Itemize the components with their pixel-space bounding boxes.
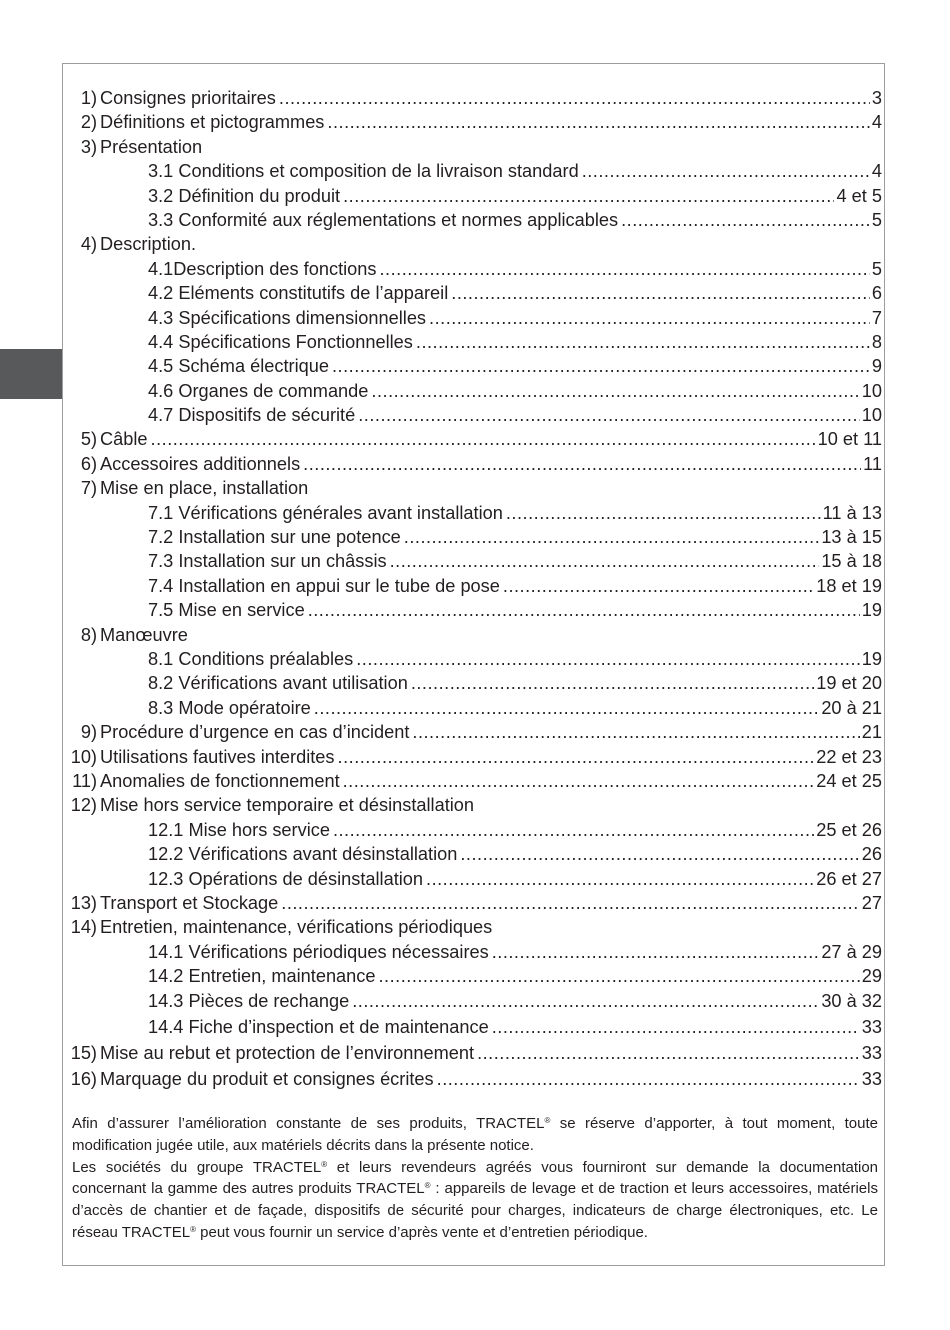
toc-entry-body [148,281,882,305]
toc-entry[interactable] [0,501,950,525]
toc-entry-title: 4.4 Spécifications Fonctionnelles [148,331,413,352]
toc-entry-body [148,598,882,622]
toc-entry-body [100,891,882,915]
toc-entry-body [100,1066,882,1092]
toc-entry-body [148,208,882,232]
toc-entry[interactable] [0,476,950,500]
dot-leader [281,891,860,915]
toc-entry-body [100,769,882,793]
toc-entry-page: 26 et 27 [816,868,882,889]
notice-text-segment: peut vous fournir un service d’après vente et d’entretien périodique. [196,1223,648,1241]
dot-leader [151,427,816,451]
registered-mark: ® [321,1159,328,1169]
toc-entry-page: 27 [861,892,882,913]
notice-paragraph-2 [72,1157,878,1244]
toc-entry[interactable] [0,574,950,598]
toc-entry-page: 19 et 20 [816,673,882,694]
toc-entry-page: 4 [871,161,882,182]
dot-leader [411,671,814,695]
toc-entry[interactable] [0,232,950,256]
toc-entry-page: 24 et 25 [816,770,882,791]
toc-entry-page: 11 [863,453,882,474]
toc-entry[interactable] [0,330,950,354]
dot-leader [356,647,860,671]
dot-leader [379,964,860,988]
toc-entry[interactable] [0,306,950,330]
toc-entry[interactable] [0,988,950,1014]
toc-entry-title: Anomalies de fonctionnement [100,770,340,791]
toc-entry-page: 5 [871,258,882,279]
toc-entry-title: Entretien, maintenance, vérifications périodiques [100,917,493,938]
toc-entry-body [148,159,882,183]
toc-entry-page: 15 à 18 [821,551,882,572]
dot-leader [621,208,870,232]
toc-entry-title: 7.2 Installation sur une potence [148,527,401,548]
toc-entry-title: 3.1 Conditions et composition de la livraison standard [148,161,579,182]
toc-entry-body [148,403,882,427]
toc-entry[interactable] [0,525,950,549]
toc-entry[interactable] [0,1014,950,1040]
toc-entry-page: 19 [861,600,882,621]
toc-entry-body [148,696,882,720]
toc-entry[interactable] [0,598,950,622]
toc-entry-page: 27 à 29 [821,941,882,962]
dot-leader [404,525,820,549]
toc-entry-body [100,452,882,476]
toc-entry-body [148,379,882,403]
toc-entry-title: 14.4 Fiche d’inspection et de maintenance [148,1017,489,1038]
toc-entry-number: 13) [70,892,97,913]
dot-leader [379,257,869,281]
toc-entry-number: 3) [80,136,97,157]
toc-entry-title: 3.2 Définition du produit [148,185,341,206]
toc-entry-number: 16) [70,1069,97,1090]
toc-entry-title: Manœuvre [100,624,188,645]
toc-entry[interactable] [0,257,950,281]
toc-entry-page: 4 et 5 [836,185,882,206]
toc-entry[interactable] [0,623,950,647]
dot-leader [390,549,820,573]
toc-entry-title: 4.2 Eléments constitutifs de l’appareil [148,283,449,304]
toc-entry[interactable] [0,818,950,842]
toc-entry-page: 3 [871,88,882,108]
toc-entry-body [100,86,882,110]
registered-mark: ® [544,1116,551,1125]
toc-entry-title: 12.3 Opérations de désinstallation [148,868,424,889]
toc-entry-title: 7.3 Installation sur un châssis [148,551,387,572]
dot-leader [314,696,820,720]
toc-entry-title: 8.1 Conditions préalables [148,648,354,669]
toc-entry-title: 4.7 Dispositifs de sécurité [148,405,356,426]
toc-entry-page: 19 [861,648,882,669]
toc-entry-page: 21 [861,722,882,743]
toc-entry-page: 33 [861,1069,882,1090]
dot-leader [477,1040,860,1066]
toc-entry-body [148,988,882,1014]
dot-leader [492,1014,860,1040]
toc-entry-title: Câble [100,429,148,450]
toc-entry-body [148,940,882,964]
toc-entry-body [148,964,882,988]
toc-entry-body [148,501,882,525]
toc-entry-body [148,574,882,598]
notice-text-segment: Les sociétés du groupe TRACTEL [72,1158,322,1176]
notice-text-segment: Afin d’assurer l’amélioration constante de ses produits, TRACTEL [72,1115,545,1132]
toc-entry[interactable] [0,135,950,159]
dot-leader [358,403,860,427]
dot-leader [412,720,859,744]
toc-entry-title: 4.3 Spécifications dimensionnelles [148,307,427,328]
toc-entry[interactable] [0,184,950,208]
toc-entry[interactable] [0,915,950,939]
toc-entry-page: 13 à 15 [821,527,882,548]
toc-entry-body [100,623,188,647]
toc-entry[interactable] [0,159,950,183]
toc-entry-number: 9) [80,722,97,743]
toc-entry-body [148,842,882,866]
toc-entry-title: Présentation [100,136,203,157]
table-of-contents [0,86,950,1092]
toc-entry-number: 12) [70,795,97,816]
toc-entry[interactable] [0,452,950,476]
toc-entry-number: 1) [80,88,97,108]
toc-entry-title: 14.3 Pièces de rechange [148,991,350,1012]
registered-mark: ® [424,1181,431,1191]
notice-text [72,1113,878,1244]
toc-entry-title: 7.1 Vérifications générales avant installation [148,502,503,523]
notice-text-segment: : appareils de levage et de traction et leurs accessoires, matériels d’accès de chantier et de façade, dispositifs de sécurité pour charges, indicateurs de charge électroniques, etc. Le réseau TRACTEL [72,1180,878,1241]
toc-entry-page: 22 et 23 [816,746,882,767]
toc-entry-body [148,354,882,378]
dot-leader [437,1066,860,1092]
toc-entry-body [100,793,474,817]
dot-leader [343,184,834,208]
toc-entry-page: 9 [871,356,882,377]
toc-entry-title: 4.6 Organes de commande [148,380,369,401]
dot-leader [506,501,821,525]
dot-leader [582,159,870,183]
toc-entry[interactable] [0,1040,950,1066]
toc-entry[interactable] [0,354,950,378]
toc-entry-body [148,818,882,842]
toc-entry-body [100,110,882,134]
toc-entry-body [148,257,882,281]
toc-entry-body [100,720,882,744]
toc-entry[interactable] [0,281,950,305]
toc-entry-number: 8) [80,624,97,645]
dot-leader [303,452,861,476]
toc-entry[interactable] [0,549,950,573]
toc-entry-number: 15) [70,1043,97,1064]
dot-leader [308,598,860,622]
toc-entry-title: 8.3 Mode opératoire [148,697,311,718]
toc-entry-page: 18 et 19 [816,575,882,596]
toc-entry-title: 14.1 Vérifications périodiques nécessaires [148,941,489,962]
dot-leader [426,867,814,891]
toc-entry-title: Marquage du produit et consignes écrites [100,1069,434,1090]
toc-entry-page: 33 [861,1017,882,1038]
toc-entry-number: 14) [70,917,97,938]
toc-entry-number: 2) [80,112,97,133]
toc-entry-page: 10 et 11 [817,429,882,450]
notice-text-segment: se réserve d’apporter, à tout moment, toute modification jugée utile, aux matériels décrits dans la présente notice. [72,1115,878,1154]
toc-entry[interactable] [0,208,950,232]
toc-entry-title: Mise au rebut et protection de l’environnement [100,1043,475,1064]
toc-entry[interactable] [0,964,950,988]
toc-entry-page: 5 [871,209,882,230]
toc-entry-number: 4) [80,234,97,255]
dot-leader [279,86,870,110]
toc-entry[interactable] [0,647,950,671]
toc-entry[interactable] [0,793,950,817]
toc-entry-title: 12.1 Mise hors service [148,819,330,840]
toc-entry-page: 20 à 21 [821,697,882,718]
dot-leader [352,988,819,1014]
dot-leader [338,745,815,769]
toc-entry-title: 3.3 Conformité aux réglementations et normes applicables [148,209,619,230]
toc-entry[interactable] [0,842,950,866]
toc-entry[interactable] [0,696,950,720]
toc-entry-title: Utilisations fautives interdites [100,746,335,767]
toc-entry-title: 12.2 Vérifications avant désinstallation [148,844,458,865]
toc-entry-title: Transport et Stockage [100,892,279,913]
toc-entry-page: 4 [871,112,882,133]
toc-entry[interactable] [0,379,950,403]
toc-entry-body [100,135,202,159]
toc-entry-title: 14.2 Entretien, maintenance [148,966,376,987]
toc-entry-page: 7 [871,307,882,328]
toc-entry-body [148,867,882,891]
toc-entry-body [100,476,308,500]
toc-entry-body [100,915,492,939]
dot-leader [460,842,859,866]
toc-entry-page: 25 et 26 [816,819,882,840]
toc-entry-title: Mise hors service temporaire et désinstallation [100,795,475,816]
toc-entry-page: 8 [871,331,882,352]
toc-entry[interactable] [0,110,950,134]
toc-entry-title: Définitions et pictogrammes [100,112,325,133]
toc-entry-body [148,306,882,330]
toc-entry-number: 10) [70,746,97,767]
toc-entry[interactable] [0,769,950,793]
toc-entry[interactable] [0,745,950,769]
toc-entry-title: Consignes prioritaires [100,88,276,108]
notice-paragraph-1 [72,1113,878,1157]
dot-leader [503,574,814,598]
toc-entry-page: 29 [861,966,882,987]
dot-leader [333,818,814,842]
toc-entry-title: Description. [100,234,197,255]
dot-leader [451,281,870,305]
toc-entry-body [148,647,882,671]
toc-entry-body [100,1040,882,1066]
toc-entry-title: Procédure d’urgence en cas d’incident [100,722,410,743]
toc-entry-page: 10 [861,380,882,401]
toc-entry-title: Accessoires additionnels [100,453,301,474]
toc-entry-title: 7.5 Mise en service [148,600,305,621]
toc-entry[interactable] [0,867,950,891]
dot-leader [492,940,820,964]
toc-entry-title: 8.2 Vérifications avant utilisation [148,673,408,694]
notice-text-segment: et leurs revendeurs agréés vous fourniront sur demande la documentation concernant la gamme des autres produits TRACTEL [72,1158,879,1198]
toc-entry-title: 4.5 Schéma électrique [148,356,329,377]
registered-mark: ® [190,1224,197,1234]
toc-entry-page: 30 à 32 [821,991,882,1012]
toc-entry[interactable] [0,86,950,110]
toc-entry-body [100,745,882,769]
toc-entry[interactable] [0,427,950,451]
toc-entry-body [148,1014,882,1040]
dot-leader [343,769,815,793]
toc-entry-number: 5) [80,429,97,450]
toc-entry-page: 11 à 13 [822,502,882,523]
toc-entry[interactable] [0,1066,950,1092]
dot-leader [416,330,870,354]
toc-entry-title: 4.1Description des fonctions [148,258,377,279]
toc-entry[interactable] [0,403,950,427]
toc-entry-body [148,671,882,695]
toc-entry-page: 6 [871,283,882,304]
dot-leader [332,354,870,378]
toc-entry[interactable] [0,720,950,744]
toc-entry-number: 11) [72,770,97,791]
toc-entry-number: 6) [80,453,97,474]
toc-entry-number: 7) [80,478,97,499]
toc-entry-page: 26 [861,844,882,865]
dot-leader [327,110,869,134]
toc-entry-page: 33 [861,1043,882,1064]
toc-entry[interactable] [0,671,950,695]
toc-entry[interactable] [0,940,950,964]
toc-entry-body [148,330,882,354]
toc-entry-body [148,184,882,208]
toc-entry-body [148,549,882,573]
dot-leader [429,306,870,330]
toc-entry-title: 7.4 Installation en appui sur le tube de pose [148,575,500,596]
dot-leader [371,379,859,403]
toc-entry[interactable] [0,891,950,915]
toc-entry-body [148,525,882,549]
toc-entry-body [100,427,882,451]
toc-entry-title: Mise en place, installation [100,478,309,499]
toc-entry-page: 10 [861,405,882,426]
toc-entry-body [100,232,196,256]
